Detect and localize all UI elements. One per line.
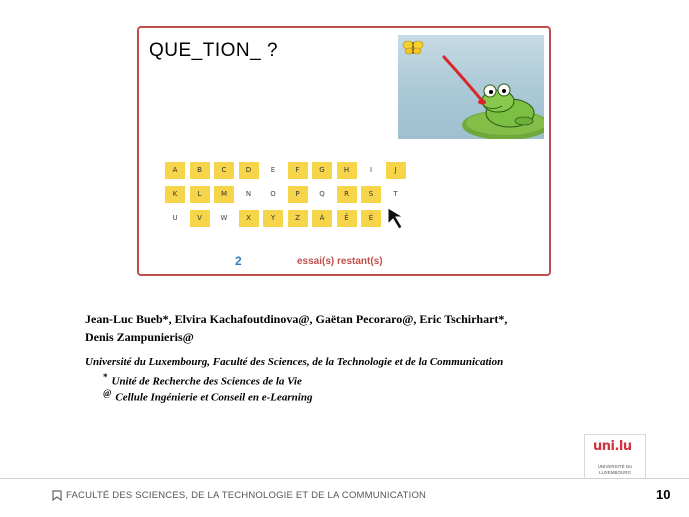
letter-key-f[interactable]: F [288, 162, 308, 179]
letter-key-w: W [220, 214, 228, 222]
frog-icon [482, 84, 534, 127]
letter-key-e: E [270, 166, 276, 174]
authors-list [85, 310, 605, 346]
letter-key-k[interactable]: K [165, 186, 185, 203]
letter-key-v[interactable]: V [190, 210, 210, 227]
affiliation-main: Université du Luxembourg, Faculté des Sciences, de la Technologie et de la Communication [85, 356, 504, 368]
letter-key-h[interactable]: H [337, 162, 357, 179]
affiliation-1 [103, 372, 302, 388]
letter-key-n: N [245, 190, 252, 198]
letter-key-d[interactable]: D [239, 162, 259, 179]
letter-key-j[interactable]: J [386, 162, 406, 179]
letter-key-é[interactable]: É [361, 210, 381, 227]
tries-remaining-label: essai(s) restant(s) [297, 256, 383, 267]
affiliation-1-mark: * [103, 372, 108, 382]
faculty-footer-text: FACULTÉ DES SCIENCES, DE LA TECHNOLOGIE ET DE LA COMMUNICATION [66, 490, 427, 501]
affiliation-2 [103, 388, 312, 404]
letter-key-b[interactable]: B [190, 162, 210, 179]
affiliation-2-text: Cellule Ingénierie et Conseil en e-Learning [115, 391, 313, 404]
letter-key-o: O [270, 190, 276, 198]
tries-remaining-count: 2 [235, 254, 242, 268]
logo-wordmark: uni.lu [593, 439, 632, 454]
affiliation-1-text: Unité de Recherche des Sciences de la Vie [111, 375, 302, 388]
letter-key-q: Q [319, 190, 325, 198]
puzzle-word: QUE_TION_ ? [149, 40, 279, 61]
letter-key-z[interactable]: Z [288, 210, 308, 227]
footer-divider [0, 478, 689, 479]
letter-key-x[interactable]: X [239, 210, 259, 227]
letter-key-p[interactable]: P [288, 186, 308, 203]
authors-line-2: Denis Zampunieris@ [85, 330, 194, 344]
letter-key-l[interactable]: L [190, 186, 210, 203]
hangman-game-frame [137, 26, 551, 276]
flag-icon [52, 490, 62, 501]
letter-key-u: U [172, 214, 178, 222]
letter-key-m[interactable]: M [214, 186, 234, 203]
letter-key-t: T [393, 190, 398, 198]
affiliation-2-mark: @ [103, 388, 112, 398]
letter-key-s[interactable]: S [361, 186, 381, 203]
university-logo [584, 434, 646, 479]
letter-key-c[interactable]: C [214, 162, 234, 179]
page-number: 10 [656, 487, 671, 502]
letter-key-à[interactable]: À [312, 210, 332, 227]
logo-line-1: UNIVERSITÉ DU [597, 464, 633, 469]
letter-key-g[interactable]: G [312, 162, 332, 179]
letter-key-y[interactable]: Y [263, 210, 283, 227]
mouse-pointer-icon [386, 206, 412, 232]
letter-key-r[interactable]: R [337, 186, 357, 203]
logo-line-2: LUXEMBOURG [598, 470, 631, 475]
letter-key-ê[interactable]: Ê [337, 210, 357, 227]
authors-line-1: Jean-Luc Bueb*, Elvira Kachafoutdinova@, Gaëtan Pecoraro@, Eric Tschirhart*, [85, 312, 508, 326]
butterfly-icon [403, 41, 423, 54]
letter-key-a[interactable]: A [165, 162, 185, 179]
letter-key-i: I [369, 166, 373, 174]
frog-illustration [398, 35, 544, 139]
